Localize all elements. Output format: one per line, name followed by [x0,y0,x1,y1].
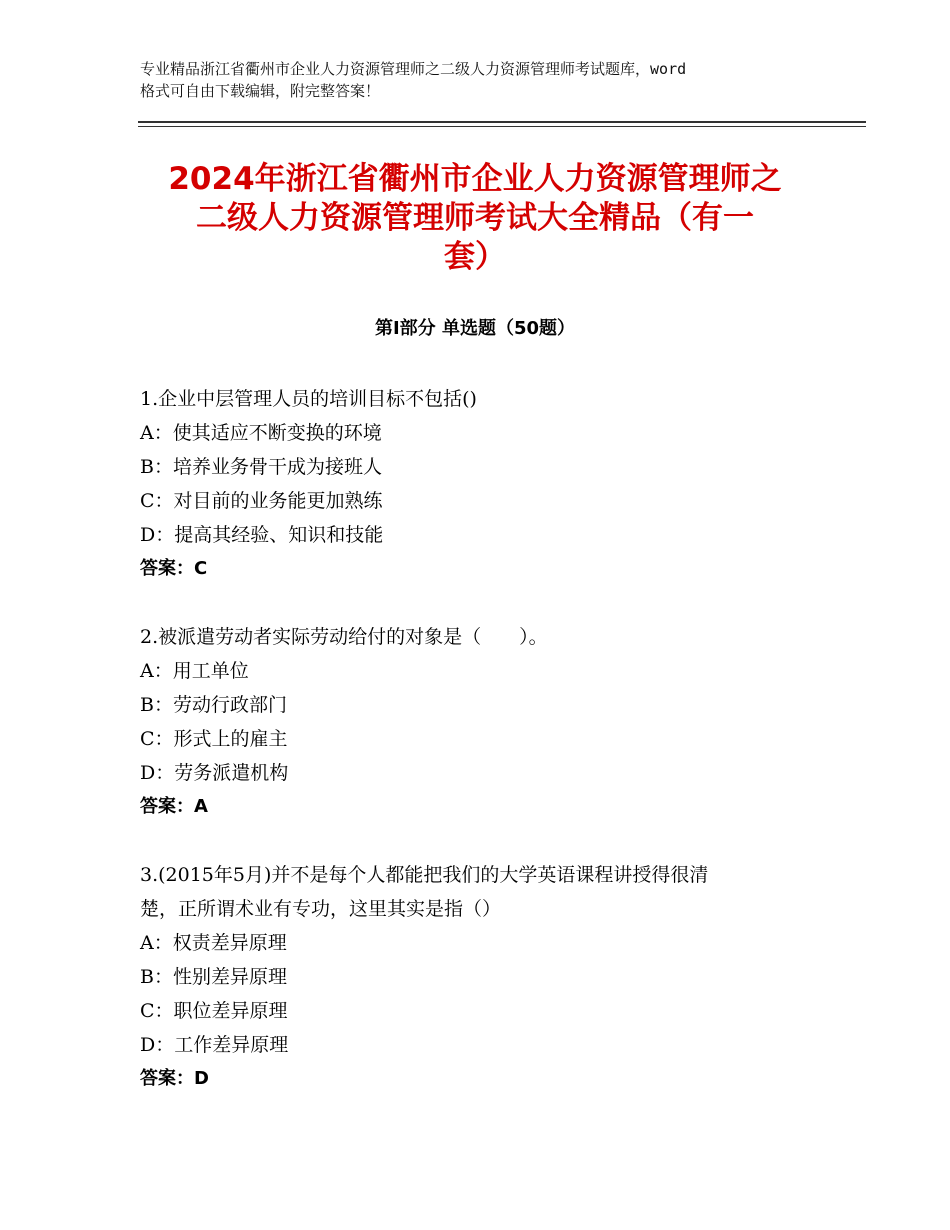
option-b: B：性别差异原理 [140,966,287,988]
option-c: C：对目前的业务能更加熟练 [140,490,383,512]
question-item [140,382,840,586]
question-item [140,620,840,824]
option-c: C：职位差异原理 [140,1000,288,1022]
option-a: A：权责差异原理 [140,932,287,954]
header-divider-thin [138,126,866,127]
option-a: A：使其适应不断变换的环境 [140,422,382,444]
answer-line: 答案：C [140,558,208,579]
title-line: 套） [444,239,506,275]
option-a: A：用工单位 [140,660,249,682]
option-c: C：形式上的雇主 [140,728,288,750]
header-note [140,58,840,102]
question-stem-line: 3.(2015年5月)并不是每个人都能把我们的大学英语课程讲授得很清 [140,864,709,886]
question-stem-line: 2.被派遣劳动者实际劳动给付的对象是（ ）。 [140,626,548,648]
option-d: D：提高其经验、知识和技能 [140,524,384,546]
question-item [140,858,840,1096]
option-b: B：劳动行政部门 [140,694,287,716]
section-heading: 第Ⅰ部分 单选题（50题） [374,318,575,339]
answer-line: 答案：A [140,796,208,817]
header-note-line: 格式可自由下载编辑，附完整答案！ [140,82,381,100]
option-d: D：劳务派遣机构 [140,762,289,784]
question-stem-line: 楚，正所谓术业有专功，这里其实是指（） [140,898,502,920]
question-list [140,382,840,1130]
question-stem [140,620,840,654]
question-stem [140,382,840,416]
question-stem [140,858,840,926]
header-divider-thick [138,121,866,123]
answer-line: 答案：D [140,1068,209,1089]
title-line: 2024年浙江省衢州市企业人力资源管理师之 [168,161,782,197]
question-stem-line: 1.企业中层管理人员的培训目标不包括() [140,388,477,410]
header-note-line: 专业精品浙江省衢州市企业人力资源管理师之二级人力资源管理师考试题库，word [140,60,687,78]
title-line: 二级人力资源管理师考试大全精品（有一 [196,200,754,236]
document-title [120,160,830,277]
option-b: B：培养业务骨干成为接班人 [140,456,382,478]
option-d: D：工作差异原理 [140,1034,289,1056]
